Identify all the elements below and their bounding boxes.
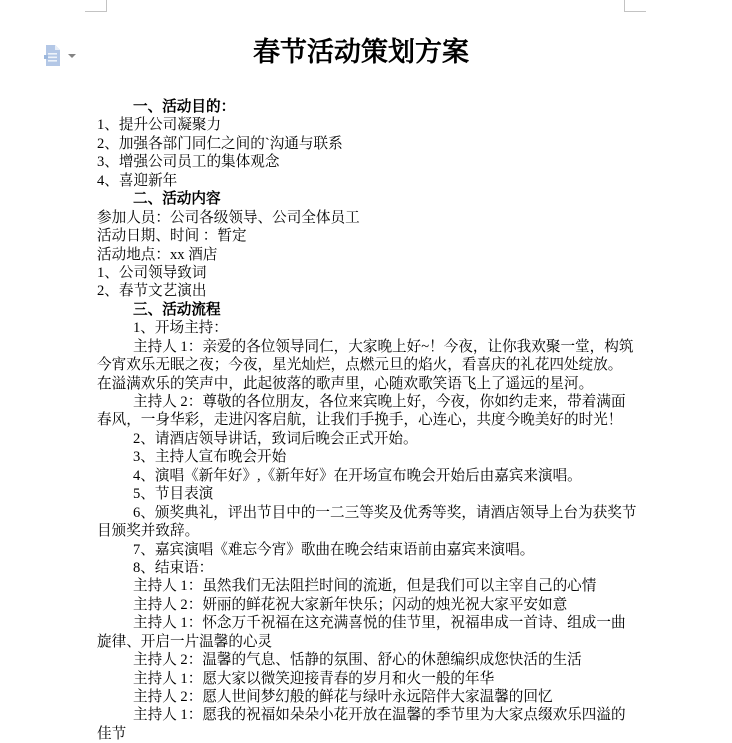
paragraph bbox=[97, 559, 625, 577]
paragraph bbox=[97, 393, 625, 430]
paragraph bbox=[97, 227, 625, 245]
text-line: 1、开场主持： bbox=[133, 320, 228, 337]
text-boundary-mark-right bbox=[624, 0, 646, 12]
text-line: 主持人 1：亲爱的各位领导同仁，大家晚上好~！今夜，让你我欢聚一堂，构筑 bbox=[133, 338, 634, 355]
paragraph bbox=[97, 246, 625, 264]
paragraph bbox=[97, 319, 625, 337]
text-line: 佳节 bbox=[97, 725, 127, 742]
text-line: 4、演唱《新年好》,《新年好》在开场宣布晚会开始后由嘉宾来演唱。 bbox=[133, 467, 582, 484]
paragraph bbox=[97, 651, 625, 669]
paragraph bbox=[97, 541, 625, 559]
text-line: 主持人 2：温馨的气息、恬静的氛围、舒心的休憩编织成您快活的生活 bbox=[133, 652, 582, 669]
text-line: 目颁奖并致辞。 bbox=[97, 523, 200, 540]
paste-options-button[interactable] bbox=[42, 43, 78, 69]
document-body bbox=[97, 98, 637, 743]
text-line: 主持人 2：尊敬的各位朋友，各位来宾晚上好，今夜，你如约走来，带着满面 bbox=[133, 394, 626, 410]
text-line: 6、颁奖典礼，评出节目中的一二三等奖及优秀等奖，请酒店领导上台为获奖节 bbox=[133, 504, 637, 521]
text-line: 在溢满欢乐的笑声中，此起彼落的歌声里，心随欢歌笑语飞上了遥远的星河。 bbox=[97, 375, 594, 392]
text-line: 参加人员：公司各级领导、公司全体员工 bbox=[97, 209, 360, 226]
text-line: 春风，一身华彩，走进闪客启航，让我们手挽手，心连心，共度今晚美好的时光！ bbox=[97, 412, 623, 429]
paragraph bbox=[97, 614, 625, 651]
text-line: 主持人 1：愿我的祝福如朵朵小花开放在温馨的季节里为大家点缀欢乐四溢的 bbox=[133, 707, 626, 724]
document-title: 春节活动策划方案 bbox=[253, 37, 469, 67]
paragraph bbox=[97, 301, 625, 319]
text-line: 5、节目表演 bbox=[133, 486, 214, 503]
text-line: 3、主持人宣布晚会开始 bbox=[133, 449, 287, 466]
paragraph bbox=[97, 448, 625, 466]
text-line: 主持人 1：愿大家以微笑迎接青春的岁月和火一般的年华 bbox=[133, 670, 495, 687]
paste-options-icon bbox=[44, 44, 62, 68]
text-line: 主持人 1：虽然我们无法阻拦时间的流逝，但是我们可以主宰自己的心情 bbox=[133, 578, 597, 595]
paragraph bbox=[97, 338, 634, 393]
text-line: 4、喜迎新年 bbox=[97, 172, 178, 189]
paragraph bbox=[97, 670, 625, 688]
paragraph bbox=[97, 430, 625, 448]
text-line: 活动日期、时间 ：暂定 bbox=[97, 228, 247, 245]
text-line: 主持人 1：怀念万千祝福在这充满喜悦的佳节里，祝福串成一首诗、组成一曲 bbox=[133, 615, 626, 632]
text-line: 2、请酒店领导讲话，致词后晚会正式开始。 bbox=[133, 430, 418, 447]
text-line: 7、嘉宾演唱《难忘今宵》歌曲在晚会结束语前由嘉宾来演唱。 bbox=[133, 541, 535, 558]
paragraph bbox=[97, 688, 625, 706]
paragraph bbox=[97, 706, 625, 743]
paragraph bbox=[97, 172, 625, 190]
text-line: 旋律、开启一片温馨的心灵 bbox=[97, 633, 273, 650]
section-heading: 一、活动目的： bbox=[133, 99, 236, 115]
text-line: 8、结束语： bbox=[133, 559, 214, 576]
text-line: 2、加强各部门同仁之间的`沟通与联系 bbox=[97, 135, 343, 152]
paragraph bbox=[97, 467, 625, 485]
paragraph bbox=[97, 116, 625, 134]
paragraph bbox=[97, 577, 625, 595]
document-content bbox=[97, 0, 637, 743]
section-heading: 二、活动内容 bbox=[133, 191, 221, 208]
text-line: 3、增强公司员工的集体观念 bbox=[97, 154, 280, 171]
text-line: 主持人 2：愿人世间梦幻般的鲜花与绿叶永远陪伴大家温馨的回忆 bbox=[133, 689, 553, 705]
paragraph bbox=[97, 596, 625, 614]
paragraph bbox=[97, 98, 625, 116]
text-line: 主持人 2：妍丽的鲜花祝大家新年快乐；闪动的烛光祝大家平安如意 bbox=[133, 596, 568, 613]
paragraph bbox=[97, 209, 625, 227]
paragraph bbox=[97, 264, 625, 282]
paragraph bbox=[97, 504, 637, 541]
section-heading: 三、活动流程 bbox=[133, 301, 221, 318]
paragraph bbox=[97, 135, 625, 153]
text-line: 1、提升公司凝聚力 bbox=[97, 117, 222, 134]
paragraph bbox=[97, 485, 625, 503]
text-line: 2、春节文艺演出 bbox=[97, 283, 207, 300]
paragraph bbox=[97, 153, 625, 171]
text-line: 1、公司领导致词 bbox=[97, 264, 207, 281]
text-line: 活动地点：xx 酒店 bbox=[97, 246, 218, 263]
dropdown-arrow-icon bbox=[67, 53, 77, 59]
text-line: 今宵欢乐无眠之夜；今夜，星光灿烂，点燃元旦的焰火，看喜庆的礼花四处绽放。 bbox=[97, 357, 623, 374]
paragraph bbox=[97, 190, 625, 208]
paragraph bbox=[97, 282, 625, 300]
